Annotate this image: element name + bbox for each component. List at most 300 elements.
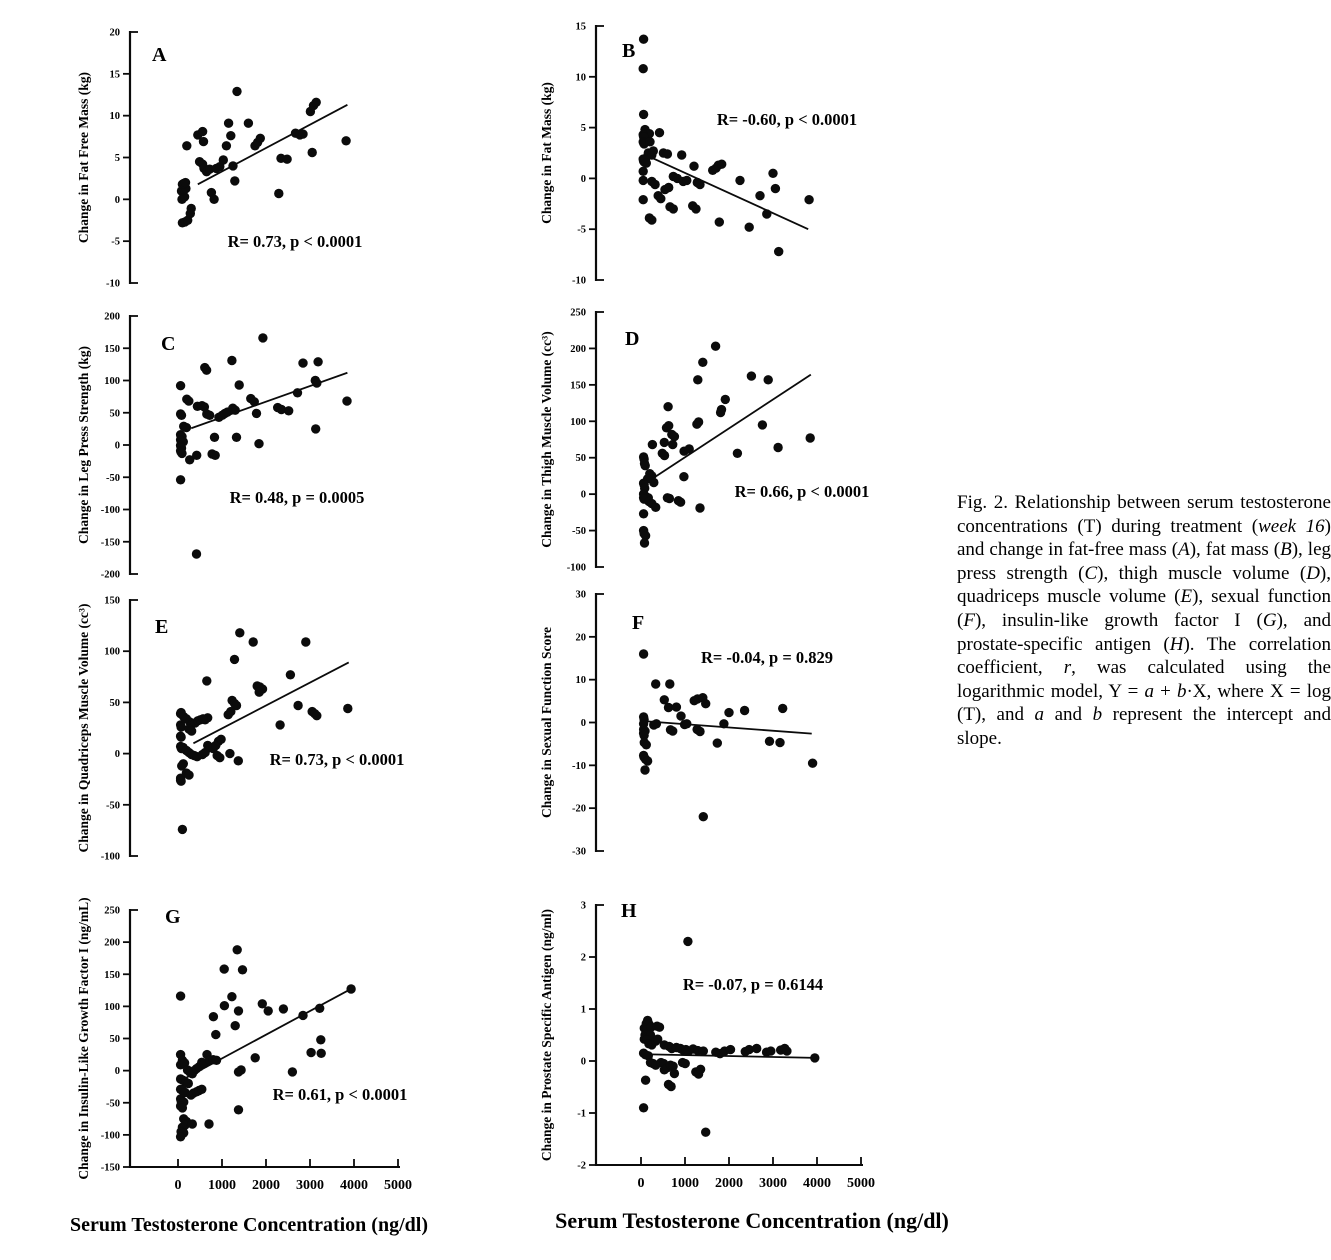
data-point: [220, 1001, 229, 1010]
data-point: [719, 719, 728, 728]
data-point: [771, 184, 780, 193]
y-tick-label: -10: [106, 278, 120, 290]
data-point: [641, 1076, 650, 1085]
data-point: [711, 342, 720, 351]
data-point: [649, 146, 658, 155]
caption-text: ). The correlation coefficient,: [957, 633, 1331, 679]
y-tick-label: -50: [106, 800, 120, 812]
data-point: [192, 549, 201, 558]
data-point: [733, 449, 742, 458]
data-point: [698, 358, 707, 367]
data-point: [656, 194, 665, 203]
data-point: [651, 503, 660, 512]
data-point: [176, 475, 185, 484]
y-axis-label: Change in Sexual Function Score: [539, 626, 554, 819]
data-point: [665, 679, 674, 688]
data-point: [676, 498, 685, 507]
data-point: [343, 704, 352, 713]
caption-text: +: [1153, 680, 1177, 702]
data-point: [209, 195, 218, 204]
data-point: [230, 655, 239, 664]
y-tick-label: -30: [572, 846, 586, 858]
caption-text: ), thigh muscle volume (: [1097, 562, 1307, 584]
y-tick-label: 150: [104, 595, 120, 607]
caption-italic-text: A: [1178, 539, 1190, 561]
data-point: [178, 825, 187, 834]
x-tick-label: 5000: [847, 1176, 875, 1191]
x-tick-label: 2000: [715, 1176, 743, 1191]
data-point: [685, 444, 694, 453]
data-point: [679, 472, 688, 481]
data-point: [758, 420, 767, 429]
panel-f: [539, 590, 833, 858]
data-point: [655, 1022, 664, 1031]
y-tick-label: 20: [575, 632, 586, 644]
data-point: [677, 150, 686, 159]
data-point: [664, 183, 673, 192]
data-point: [284, 406, 293, 415]
y-tick-label: 50: [109, 408, 120, 420]
x-axis-title: Serum Testosterone Concentration (ng/dl): [70, 1214, 428, 1236]
figure-caption: [957, 491, 1331, 751]
caption-text: represent the intercept and slope.: [957, 704, 1331, 749]
y-axis-label: Change in Insulin-Like Growth Factor I (ng/mL): [76, 897, 91, 1180]
y-tick-label: 15: [575, 21, 586, 33]
y-axis-label: Change in Fat Mass (kg): [539, 82, 554, 224]
y-tick-label: 0: [114, 194, 120, 206]
data-point: [312, 98, 321, 107]
data-point: [660, 438, 669, 447]
x-tick-label: 4000: [803, 1176, 831, 1191]
data-point: [197, 1085, 206, 1094]
data-point: [222, 141, 231, 150]
data-point: [178, 1103, 187, 1112]
data-point: [210, 433, 219, 442]
y-tick-label: 150: [104, 343, 120, 355]
data-point: [182, 141, 191, 150]
data-point: [695, 180, 704, 189]
data-point: [256, 134, 265, 143]
data-points: [176, 333, 352, 559]
data-point: [764, 375, 773, 384]
y-tick-label: -50: [106, 472, 120, 484]
y-tick-label: -100: [100, 505, 120, 516]
y-tick-label: 2: [580, 952, 586, 964]
data-point: [244, 119, 253, 128]
data-point: [342, 396, 351, 405]
data-point: [639, 64, 648, 73]
y-tick-label: 0: [580, 489, 586, 501]
data-point: [713, 738, 722, 747]
y-tick-label: 0: [580, 718, 586, 729]
data-point: [766, 1046, 775, 1055]
y-tick-label: 10: [109, 111, 120, 123]
y-axis-label: Change in Fat Free Mass (kg): [76, 71, 91, 244]
panel-letter: A: [152, 44, 167, 66]
data-point: [274, 189, 283, 198]
correlation-annotation: R= 0.73, p < 0.0001: [227, 232, 363, 251]
y-tick-label: -20: [572, 803, 586, 815]
data-point: [234, 756, 243, 765]
data-point: [806, 433, 815, 442]
caption-text: ), and prostate-specific antigen (: [957, 609, 1331, 655]
data-point: [648, 440, 657, 449]
data-point: [177, 411, 186, 420]
data-point: [223, 407, 232, 416]
data-point: [650, 180, 659, 189]
data-point: [639, 110, 648, 119]
data-point: [251, 1053, 260, 1062]
data-point: [317, 1049, 326, 1058]
data-point: [176, 1132, 185, 1141]
data-point: [293, 388, 302, 397]
data-point: [639, 509, 648, 518]
data-points: [176, 945, 356, 1141]
caption-italic-text: C: [1084, 562, 1098, 584]
panel-letter: D: [625, 328, 640, 350]
correlation-annotation: R= 0.66, p < 0.0001: [734, 482, 870, 501]
data-point: [676, 711, 685, 720]
data-point: [640, 538, 649, 547]
y-tick-label: -10: [572, 275, 586, 287]
panel-d: [539, 308, 869, 574]
data-point: [745, 223, 754, 232]
y-tick-label: -1: [577, 1108, 586, 1120]
data-point: [230, 176, 239, 185]
data-point: [231, 1021, 240, 1030]
data-point: [762, 209, 771, 218]
y-tick-label: 3: [580, 900, 586, 912]
x-tick-label: 0: [637, 1176, 645, 1191]
y-tick-label: 250: [104, 905, 120, 917]
data-point: [233, 945, 242, 954]
y-tick-label: 50: [575, 453, 586, 465]
y-tick-label: 15: [109, 69, 120, 81]
correlation-annotation: R= 0.48, p = 0.0005: [229, 488, 365, 507]
panel-letter: B: [622, 40, 636, 62]
y-tick-label: 10: [575, 72, 586, 84]
data-point: [279, 1004, 288, 1013]
x-tick-label: 3000: [759, 1176, 787, 1191]
data-point: [219, 155, 228, 164]
y-tick-label: 150: [570, 380, 586, 392]
data-point: [224, 119, 233, 128]
data-point: [176, 777, 185, 786]
y-tick-label: 200: [570, 343, 586, 355]
data-point: [691, 204, 700, 213]
data-point: [176, 722, 185, 731]
data-point: [721, 395, 730, 404]
data-point: [255, 688, 264, 697]
data-point: [227, 992, 236, 1001]
correlation-annotation: R= -0.60, p < 0.0001: [716, 110, 858, 129]
data-point: [660, 451, 669, 460]
caption-text: ), quadriceps muscle volume (: [957, 562, 1331, 608]
caption-text: ), sexual function (: [957, 586, 1331, 631]
data-point: [258, 333, 267, 342]
data-point: [306, 1048, 315, 1057]
data-point: [775, 738, 784, 747]
data-point: [639, 649, 648, 658]
data-point: [188, 1119, 197, 1128]
y-tick-label: -150: [100, 1162, 120, 1174]
y-tick-label: 100: [104, 376, 120, 387]
data-point: [695, 503, 704, 512]
x-tick-label: 3000: [296, 1178, 324, 1193]
data-point: [216, 735, 225, 744]
caption-italic-text: b: [1176, 680, 1187, 702]
caption-text: , was calculated using the logarithmic model, Y =: [957, 657, 1331, 702]
y-tick-label: 0: [580, 173, 586, 185]
regression-line: [198, 105, 348, 184]
data-point: [693, 375, 702, 384]
y-tick-label: -2: [577, 1160, 586, 1172]
data-point: [724, 708, 733, 717]
data-point: [187, 726, 196, 735]
y-tick-label: 100: [104, 646, 120, 658]
caption-text: ) and change in fat-free mass (: [957, 515, 1331, 561]
data-points: [639, 649, 817, 821]
caption-text: ), insulin-like growth factor I (: [974, 609, 1263, 631]
y-tick-label: -150: [100, 537, 120, 549]
data-point: [298, 358, 307, 367]
panel-letter: H: [621, 900, 637, 922]
caption-text: ·X, where X = log (T), and: [957, 680, 1331, 726]
y-tick-label: 50: [109, 697, 120, 709]
panel-letter: C: [161, 333, 176, 355]
data-point: [184, 396, 193, 405]
data-point: [683, 937, 692, 946]
panel-letter: E: [155, 616, 169, 638]
data-point: [316, 1035, 325, 1044]
data-point: [639, 35, 648, 44]
data-points: [639, 342, 815, 548]
data-point: [198, 127, 207, 136]
data-point: [670, 1069, 679, 1078]
data-point: [313, 357, 322, 366]
caption-italic-text: a: [1034, 704, 1045, 726]
data-point: [699, 812, 708, 821]
caption-italic-text: a: [1144, 680, 1154, 702]
y-tick-label: 100: [104, 1001, 120, 1013]
data-point: [198, 714, 207, 723]
data-point: [202, 676, 211, 685]
data-point: [682, 176, 691, 185]
correlation-annotation: R= 0.61, p < 0.0001: [272, 1085, 408, 1104]
y-tick-label: 0: [114, 1066, 120, 1078]
caption-text: ), fat mass (: [1189, 539, 1281, 561]
data-point: [298, 129, 307, 138]
y-tick-label: -50: [106, 1098, 120, 1110]
data-point: [699, 1046, 708, 1055]
data-point: [695, 727, 704, 736]
panel-a: [76, 28, 362, 290]
data-point: [682, 719, 691, 728]
data-point: [346, 984, 355, 993]
y-tick-label: 0: [114, 749, 120, 761]
y-tick-label: -100: [100, 1130, 120, 1142]
data-point: [670, 432, 679, 441]
data-point: [232, 87, 241, 96]
x-tick-label: 4000: [340, 1178, 368, 1193]
data-point: [234, 1006, 243, 1015]
data-point: [184, 770, 193, 779]
data-point: [716, 408, 725, 417]
regression-line: [191, 373, 347, 428]
data-point: [694, 417, 703, 426]
data-points: [177, 87, 351, 228]
y-tick-label: -100: [100, 851, 120, 863]
y-tick-label: 20: [109, 27, 120, 39]
data-point: [249, 637, 258, 646]
data-points: [639, 35, 814, 257]
x-tick-label: 1000: [671, 1176, 699, 1191]
y-axis-label: Change in Prostate Specific Antigen (ng/ml): [539, 908, 554, 1162]
data-point: [288, 1067, 297, 1076]
data-point: [773, 443, 782, 452]
data-point: [774, 247, 783, 256]
y-tick-label: 10: [575, 675, 586, 687]
panel-letter: G: [165, 906, 181, 928]
data-point: [768, 169, 777, 178]
data-point: [782, 1046, 791, 1055]
panel-letter: F: [632, 612, 645, 634]
correlation-annotation: R= -0.04, p = 0.829: [700, 648, 834, 667]
data-point: [312, 711, 321, 720]
data-point: [642, 159, 651, 168]
data-point: [286, 670, 295, 679]
caption-text: ), leg press strength (: [957, 539, 1331, 584]
data-point: [664, 421, 673, 430]
caption-italic-text: G: [1262, 609, 1277, 631]
data-point: [204, 1119, 213, 1128]
data-point: [740, 706, 749, 715]
y-tick-label: -10: [572, 760, 586, 772]
data-point: [220, 964, 229, 973]
correlation-annotation: R= 0.73, p < 0.0001: [269, 750, 405, 769]
data-points: [176, 628, 353, 834]
data-point: [235, 628, 244, 637]
data-point: [181, 178, 190, 187]
data-point: [211, 1030, 220, 1039]
data-point: [215, 753, 224, 762]
data-point: [315, 1004, 324, 1013]
data-point: [293, 701, 302, 710]
data-point: [202, 366, 211, 375]
data-point: [765, 737, 774, 746]
data-point: [236, 1065, 245, 1074]
data-point: [250, 397, 259, 406]
data-point: [668, 440, 677, 449]
panel-g: [70, 897, 428, 1236]
data-point: [176, 733, 185, 742]
y-axis-label: Change in Leg Press Strength (kg): [76, 346, 91, 544]
data-point: [778, 704, 787, 713]
data-point: [254, 439, 263, 448]
data-point: [651, 679, 660, 688]
y-tick-label: 50: [109, 1034, 120, 1045]
data-point: [663, 402, 672, 411]
data-point: [282, 155, 291, 164]
y-tick-label: 1: [580, 1004, 586, 1016]
data-point: [234, 1105, 243, 1114]
y-tick-label: 5: [580, 123, 586, 135]
data-point: [192, 451, 201, 460]
data-point: [665, 494, 674, 503]
data-point: [226, 707, 235, 716]
data-point: [726, 1045, 735, 1054]
data-point: [645, 137, 654, 146]
data-point: [211, 451, 220, 460]
caption-italic-text: D: [1306, 562, 1320, 584]
data-point: [652, 719, 661, 728]
y-tick-label: -100: [566, 562, 586, 574]
data-point: [639, 195, 648, 204]
data-point: [672, 702, 681, 711]
caption-italic-text: F: [963, 609, 975, 631]
data-point: [668, 726, 677, 735]
data-point: [252, 409, 261, 418]
caption-text: and: [1044, 704, 1093, 726]
data-point: [747, 371, 756, 380]
caption-italic-text: H: [1169, 633, 1184, 655]
x-tick-label: 0: [174, 1178, 182, 1193]
data-point: [227, 356, 236, 365]
data-point: [312, 378, 321, 387]
data-point: [689, 162, 698, 171]
data-point: [639, 1103, 648, 1112]
caption-italic-text: E: [1180, 586, 1193, 608]
data-point: [228, 161, 237, 170]
data-point: [804, 195, 813, 204]
panel-c: [76, 312, 364, 581]
panel-e: [76, 596, 404, 863]
data-point: [212, 1056, 221, 1065]
data-point: [808, 759, 817, 768]
caption-italic-text: week 16: [1258, 515, 1325, 537]
y-tick-label: -200: [100, 569, 120, 581]
regression-line: [193, 662, 348, 743]
y-tick-label: 250: [570, 307, 586, 319]
y-tick-label: 5: [114, 153, 120, 164]
y-tick-label: 200: [104, 311, 120, 323]
y-tick-label: 30: [575, 589, 586, 601]
data-point: [232, 433, 241, 442]
caption-text: Fig. 2. Relationship between serum testosterone concentrations (T) during treatment (: [957, 492, 1331, 537]
data-points: [639, 937, 820, 1137]
y-axis-label: Change in Quadriceps Muscle Volume (cc³): [76, 603, 91, 853]
data-point: [301, 637, 310, 646]
data-point: [663, 149, 672, 158]
data-point: [715, 217, 724, 226]
y-tick-label: -50: [572, 526, 586, 538]
data-point: [238, 965, 247, 974]
data-point: [187, 204, 196, 213]
correlation-annotation: R= -0.07, p = 0.6144: [682, 975, 824, 994]
data-point: [226, 131, 235, 140]
data-point: [176, 991, 185, 1000]
data-point: [176, 381, 185, 390]
caption-italic-text: B: [1280, 539, 1292, 561]
data-point: [639, 176, 648, 185]
data-point: [755, 191, 764, 200]
data-point: [810, 1053, 819, 1062]
data-point: [641, 461, 650, 470]
y-tick-label: 0: [114, 440, 120, 452]
data-point: [666, 1082, 675, 1091]
data-point: [298, 1011, 307, 1020]
data-point: [717, 160, 726, 169]
